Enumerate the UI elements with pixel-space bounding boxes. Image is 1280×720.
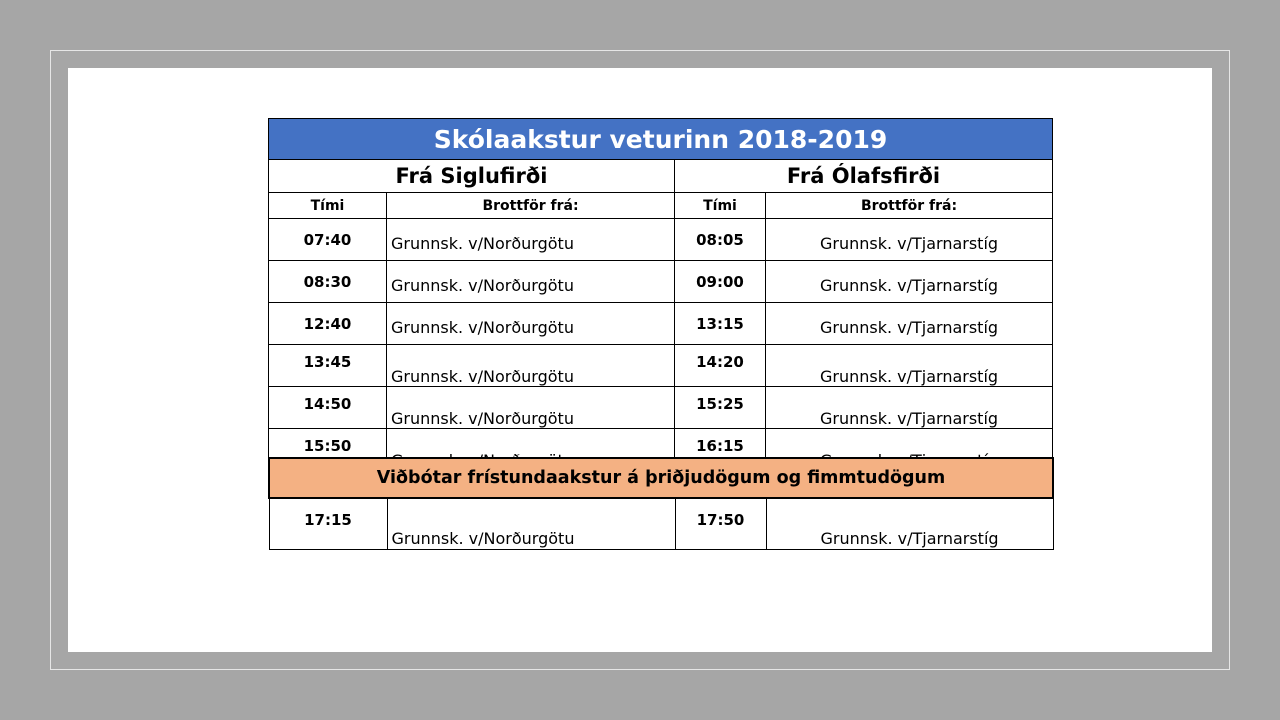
time-siglufjordur: 13:45	[269, 345, 387, 387]
extra-service-title: Viðbótar frístundaakstur á þriðjudögum og fimmtudögum	[269, 458, 1053, 498]
stop-siglufjordur: Grunnsk. v/Norðurgötu	[387, 219, 675, 261]
time-olafsfjordur: 08:05	[675, 219, 766, 261]
stop-olafsfjordur: Grunnsk. v/Tjarnarstíg	[766, 261, 1053, 303]
origin-olafsfjordur: Frá Ólafsfirði	[675, 160, 1053, 193]
stop-siglufjordur: Grunnsk. v/Norðurgötu	[387, 498, 675, 550]
column-header-time-2: Tími	[675, 193, 766, 219]
time-olafsfjordur: 17:50	[675, 498, 766, 550]
time-olafsfjordur: 14:20	[675, 345, 766, 387]
time-olafsfjordur: 13:15	[675, 303, 766, 345]
time-siglufjordur: 15:50	[269, 429, 387, 471]
table-row	[269, 261, 1053, 303]
table-row	[269, 345, 1053, 387]
stop-siglufjordur: Grunnsk. v/Norðurgötu	[387, 345, 675, 387]
time-olafsfjordur: 16:15	[675, 429, 766, 471]
schedule-title: Skólaakstur veturinn 2018-2019	[269, 119, 1053, 160]
stop-olafsfjordur: Grunnsk. v/Tjarnarstíg	[766, 219, 1053, 261]
time-siglufjordur: 07:40	[269, 219, 387, 261]
school-bus-schedule-table	[268, 118, 1053, 471]
column-header-departure-2: Brottför frá:	[766, 193, 1053, 219]
column-header-time-1: Tími	[269, 193, 387, 219]
time-olafsfjordur: 09:00	[675, 261, 766, 303]
table-row	[269, 303, 1053, 345]
time-olafsfjordur: 15:25	[675, 387, 766, 429]
stop-siglufjordur: Grunnsk. v/Norðurgötu	[387, 387, 675, 429]
table-row	[269, 387, 1053, 429]
extra-service-table	[268, 457, 1054, 550]
time-siglufjordur: 12:40	[269, 303, 387, 345]
time-siglufjordur: 08:30	[269, 261, 387, 303]
stop-siglufjordur: Grunnsk. v/Norðurgötu	[387, 261, 675, 303]
stop-olafsfjordur: Grunnsk. v/Tjarnarstíg	[766, 387, 1053, 429]
table-row	[269, 498, 1053, 550]
table-row	[269, 219, 1053, 261]
stop-olafsfjordur: Grunnsk. v/Tjarnarstíg	[766, 303, 1053, 345]
time-siglufjordur: 17:15	[269, 498, 387, 550]
stop-siglufjordur: Grunnsk. v/Norðurgötu	[387, 303, 675, 345]
stop-olafsfjordur: Grunnsk. v/Tjarnarstíg	[766, 498, 1053, 550]
origin-siglufjordur: Frá Siglufirði	[269, 160, 675, 193]
stop-olafsfjordur: Grunnsk. v/Tjarnarstíg	[766, 345, 1053, 387]
column-header-departure-1: Brottför frá:	[387, 193, 675, 219]
time-siglufjordur: 14:50	[269, 387, 387, 429]
